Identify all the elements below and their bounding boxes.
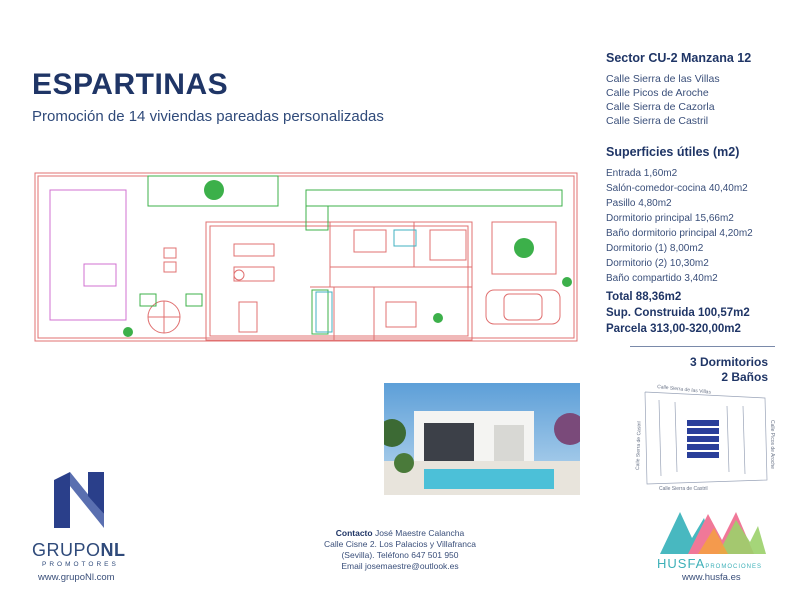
street-item: Calle Sierra de Cazorla xyxy=(606,101,715,113)
surfaces-title: Superficies útiles (m2) xyxy=(606,145,740,159)
surface-item: Pasillo 4,80m2 xyxy=(606,198,672,209)
street-item: Calle Sierra de las Villas xyxy=(606,73,720,85)
grupo-nl-url[interactable]: www.grupoNl.com xyxy=(38,572,115,583)
page-title: ESPARTINAS xyxy=(32,68,229,101)
site-location-map xyxy=(635,380,777,492)
grupo-nl-name: GRUPONL xyxy=(32,540,126,560)
surfaces-list xyxy=(606,166,753,286)
totals-list xyxy=(606,289,750,337)
map-street-left: Calle Sierra de Castril xyxy=(635,421,643,471)
sector-title: Sector CU-2 Manzana 12 xyxy=(606,51,752,65)
surface-item: Baño dormitorio principal 4,20m2 xyxy=(606,228,753,239)
map-street-bottom: Calle Sierra de Castril xyxy=(659,486,708,492)
floor-plan xyxy=(34,172,579,344)
surface-item: Baño compartido 3,40m2 xyxy=(606,273,718,284)
grupo-nl-logo-mark xyxy=(52,470,106,530)
contact-address: Calle Cisne 2. Los Palacios y Villafranca xyxy=(324,539,476,549)
street-list xyxy=(606,72,720,128)
page-subtitle: Promoción de 14 viviendas pareadas personalizadas xyxy=(32,108,384,125)
contact-name: José Maestre Calancha xyxy=(374,528,465,538)
total-item: Parcela 313,00-320,00m2 xyxy=(606,323,741,335)
surface-item: Entrada 1,60m2 xyxy=(606,168,678,179)
husfa-logo-mark xyxy=(658,508,768,556)
grupo-nl-tagline: PROMOTORES xyxy=(42,561,119,568)
divider xyxy=(630,346,775,347)
surface-item: Dormitorio principal 15,66m2 xyxy=(606,213,734,224)
street-item: Calle Picos de Aroche xyxy=(606,87,709,99)
husfa-name: HUSFAPROMOCIONES xyxy=(657,556,763,571)
surface-item: Dormitorio (2) 10,30m2 xyxy=(606,258,709,269)
bedrooms-count: 3 Dormitorios xyxy=(689,355,768,369)
contact-phone: (Sevilla). Teléfono 647 501 950 xyxy=(341,550,459,560)
total-item: Total 88,36m2 xyxy=(606,291,682,303)
contact-email[interactable]: Email josemaestre@outlook.es xyxy=(341,561,459,571)
map-street-right: Calle Picos de Aroche xyxy=(769,420,775,469)
house-render-image xyxy=(384,383,580,495)
contact-label: Contacto xyxy=(335,528,373,538)
surface-item: Dormitorio (1) 8,00m2 xyxy=(606,243,704,254)
contact-block xyxy=(300,528,500,572)
surface-item: Salón-comedor-cocina 40,40m2 xyxy=(606,183,748,194)
bathrooms-count: 2 Baños xyxy=(721,370,768,384)
map-street-top: Calle Sierra de las Villas xyxy=(656,384,712,396)
street-item: Calle Sierra de Castril xyxy=(606,115,709,127)
total-item: Sup. Construida 100,57m2 xyxy=(606,307,750,319)
husfa-url[interactable]: www.husfa.es xyxy=(682,572,741,583)
